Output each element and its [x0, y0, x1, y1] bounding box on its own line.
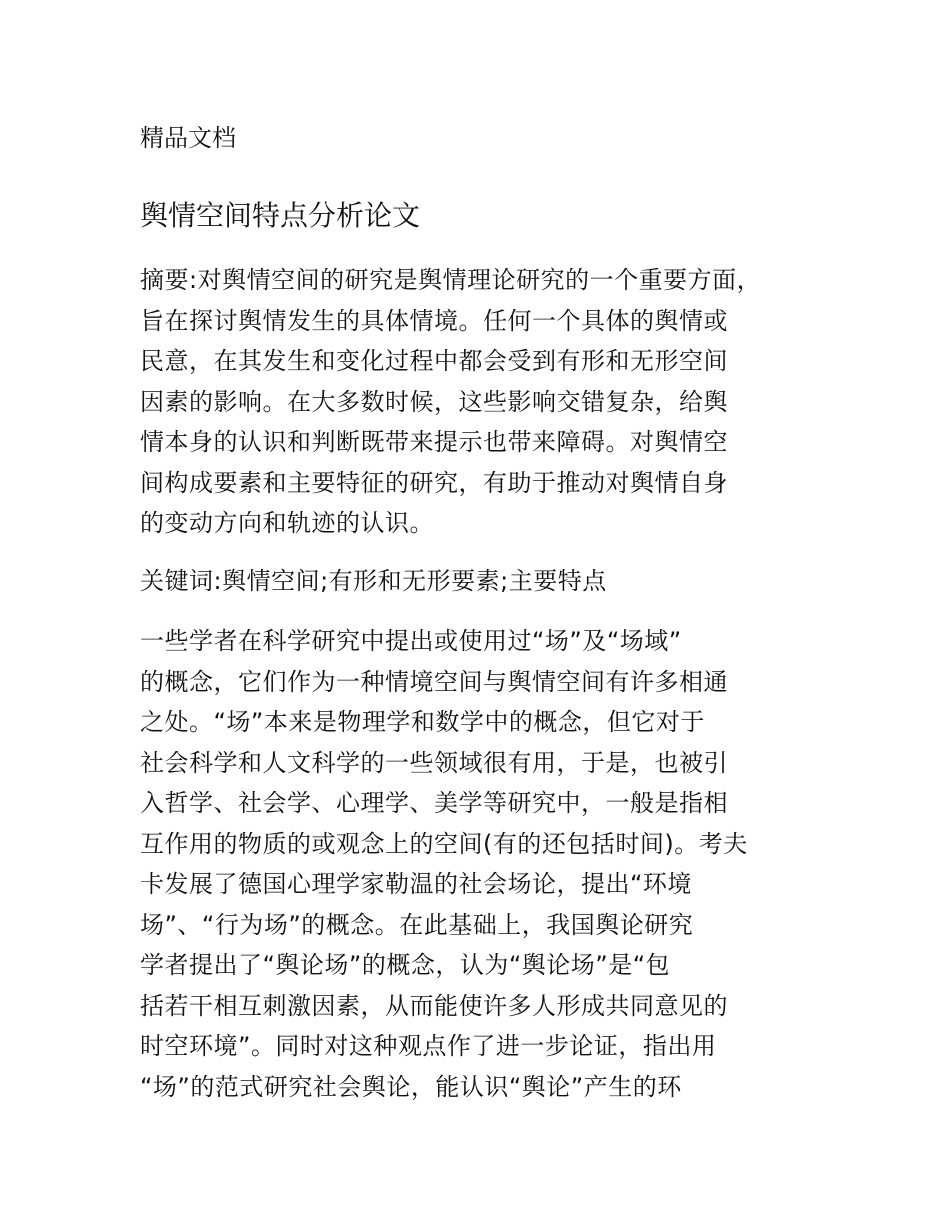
body-line: 一些学者在科学研究中提出或使用过“场”及“场域” — [140, 627, 682, 655]
keywords-paragraph — [140, 561, 607, 602]
body-line: 之处。“场”本来是物理学和数学中的概念，但它对于 — [140, 708, 705, 736]
body-line: 入哲学、社会学、心理学、美学等研究中，一般是指相 — [140, 789, 728, 817]
body-line: 社会科学和人文科学的一些领域很有用，于是，也被引 — [140, 748, 728, 777]
abstract-line: 旨在探讨舆情发生的具体情境。任何一个具体的舆情或 — [140, 306, 728, 335]
abstract-line: 摘要:对舆情空间的研究是舆情理论研究的一个重要方面， — [140, 266, 762, 294]
keywords-line: 关键词:舆情空间;有形和无形要素;主要特点 — [140, 567, 607, 595]
document-title: 舆情空间特点分析论文 — [140, 199, 421, 232]
abstract-line: 间构成要素和主要特征的研究，有助于推动对舆情自身 — [140, 468, 728, 497]
body-line: 时空环境”。同时对这种观点作了进一步论证，指出用 — [140, 1032, 717, 1060]
abstract-line: 民意，在其发生和变化过程中都会受到有形和无形空间 — [140, 347, 728, 375]
abstract-line: 的变动方向和轨迹的认识。 — [140, 509, 434, 537]
body-paragraph — [140, 621, 748, 1107]
body-line: 场”、“行为场”的概念。在此基础上，我国舆论研究 — [140, 910, 694, 939]
abstract-line: 因素的影响。在大多数时候，这些影响交错复杂，给舆 — [140, 387, 728, 416]
body-line: 括若干相互刺激因素，从而能使许多人形成共同意见的 — [140, 991, 728, 1020]
body-line: 的概念，它们作为一种情境空间与舆情空间有许多相通 — [140, 667, 728, 696]
abstract-paragraph — [140, 260, 761, 544]
body-line: 卡发展了德国心理学家勒温的社会场论，提出“环境 — [140, 870, 692, 898]
abstract-line: 情本身的认识和判断既带来提示也带来障碍。对舆情空 — [140, 428, 728, 456]
body-line: 互作用的物质的或观念上的空间(有的还包括时间)。考夫 — [140, 829, 748, 858]
document-header-label: 精品文档 — [140, 124, 236, 152]
body-line: “场”的范式研究社会舆论，能认识“舆论”产生的环 — [140, 1072, 682, 1101]
body-line: 学者提出了“舆论场”的概念，认为“舆论场”是“包 — [140, 951, 671, 979]
